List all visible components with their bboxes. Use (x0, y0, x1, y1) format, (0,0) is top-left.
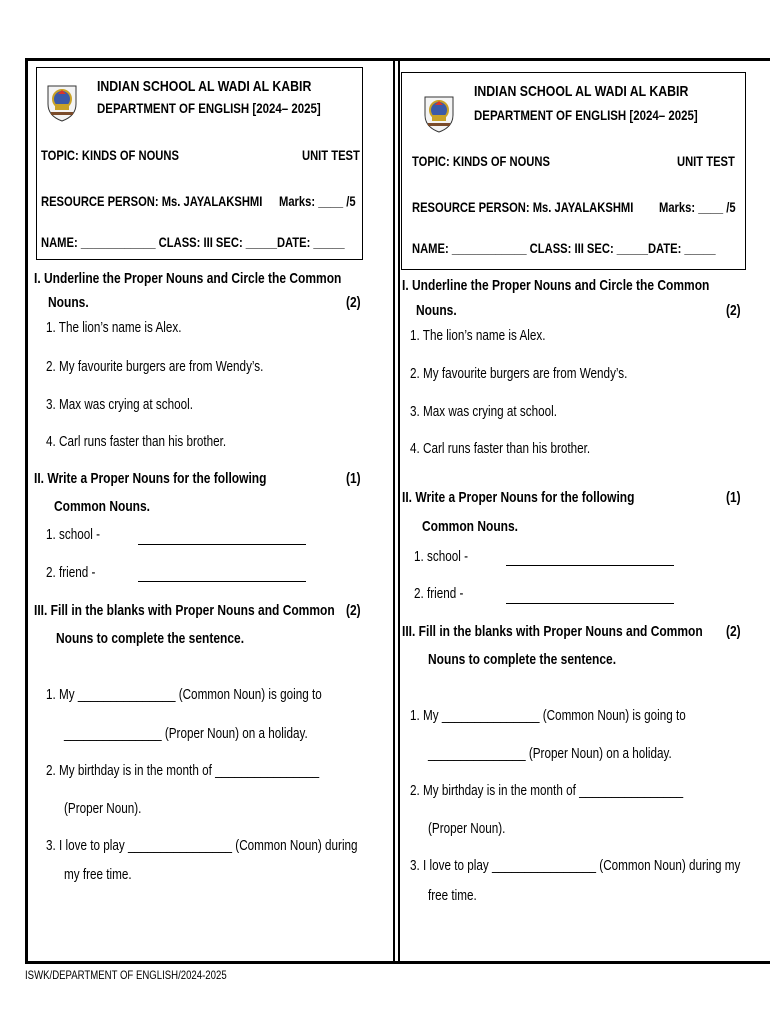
header-box (401, 72, 746, 270)
header-box (36, 67, 363, 260)
worksheet-frame (25, 58, 770, 964)
resource-person: RESOURCE PERSON: Ms. JAYALAKSHMI (412, 199, 634, 215)
section2-marks: (1) (726, 489, 741, 506)
answer-line (138, 581, 306, 582)
section1-marks: (2) (726, 302, 741, 319)
sentence-item: 1. My _______________ (Common Noun) is going to (46, 686, 322, 703)
sentence-item: (Proper Noun). (428, 820, 506, 837)
list-item: 2. My favourite burgers are from Wendy’s. (46, 358, 264, 375)
school-name: INDIAN SCHOOL AL WADI AL KABIR (474, 83, 689, 100)
section3-marks: (2) (726, 623, 741, 640)
marks: Marks: ____ /5 (659, 199, 736, 215)
department: DEPARTMENT OF ENGLISH [2024– 2025] (97, 100, 321, 116)
topic: TOPIC: KINDS OF NOUNS (412, 153, 550, 169)
sentence-item: free time. (428, 887, 477, 904)
section2-title-cont: Common Nouns. (422, 518, 518, 535)
section3-title-cont: Nouns to complete the sentence. (428, 651, 617, 668)
list-item: 2. friend - (414, 585, 464, 602)
section2-title: II. Write a Proper Nouns for the following (34, 470, 267, 487)
sentence-item: 1. My _______________ (Common Noun) is going to (410, 707, 686, 724)
section3-title: III. Fill in the blanks with Proper Nouns and Common (402, 623, 703, 640)
list-item: 1. The lion’s name is Alex. (410, 327, 546, 344)
sentence-item: 3. I love to play ________________ (Common Noun) during my (410, 857, 741, 874)
sentence-item: 2. My birthday is in the month of ________________ (46, 762, 320, 779)
marks: Marks: ____ /5 (279, 193, 356, 209)
footer-text: ISWK/DEPARTMENT OF ENGLISH/2024-2025 (25, 968, 227, 982)
answer-line (506, 565, 674, 566)
sentence-item: 2. My birthday is in the month of ________________ (410, 782, 684, 799)
list-item: 4. Carl runs faster than his brother. (410, 440, 591, 457)
list-item: 3. Max was crying at school. (410, 403, 557, 420)
list-item: 1. school - (46, 526, 100, 543)
sentence-item: _______________ (Proper Noun) on a holiday. (64, 725, 308, 742)
sentence-item: 3. I love to play ________________ (Common Noun) during (46, 837, 358, 854)
test-type: UNIT TEST (677, 153, 735, 169)
worksheet-right (400, 61, 770, 961)
list-item: 2. friend - (46, 564, 96, 581)
section1-title: I. Underline the Proper Nouns and Circle the Common (402, 277, 710, 294)
school-name: INDIAN SCHOOL AL WADI AL KABIR (97, 78, 312, 95)
column-divider (393, 61, 395, 961)
section2-title: II. Write a Proper Nouns for the following (402, 489, 635, 506)
section1-title-cont: Nouns. (48, 294, 89, 311)
list-item: 1. The lion’s name is Alex. (46, 319, 182, 336)
test-type: UNIT TEST (302, 147, 360, 163)
section3-title: III. Fill in the blanks with Proper Nouns and Common (34, 602, 335, 619)
list-item: 2. My favourite burgers are from Wendy’s. (410, 365, 628, 382)
sentence-item: my free time. (64, 866, 132, 883)
name-class-line: NAME: ____________ CLASS: III SEC: _____DATE: _____ (412, 240, 716, 256)
section1-title-cont: Nouns. (416, 302, 457, 319)
section3-title-cont: Nouns to complete the sentence. (56, 630, 245, 647)
list-item: 4. Carl runs faster than his brother. (46, 433, 227, 450)
school-crest-icon (45, 82, 79, 122)
section2-title-cont: Common Nouns. (54, 498, 150, 515)
sentence-item: _______________ (Proper Noun) on a holiday. (428, 745, 672, 762)
resource-person: RESOURCE PERSON: Ms. JAYALAKSHMI (41, 193, 263, 209)
worksheet-left (28, 61, 393, 961)
section3-marks: (2) (346, 602, 361, 619)
list-item: 1. school - (414, 548, 468, 565)
topic: TOPIC: KINDS OF NOUNS (41, 147, 179, 163)
name-class-line: NAME: ____________ CLASS: III SEC: _____DATE: _____ (41, 234, 345, 250)
department: DEPARTMENT OF ENGLISH [2024– 2025] (474, 107, 698, 123)
answer-line (138, 544, 306, 545)
section2-marks: (1) (346, 470, 361, 487)
school-crest-icon (422, 93, 456, 133)
answer-line (506, 603, 674, 604)
section1-title: I. Underline the Proper Nouns and Circle the Common (34, 270, 342, 287)
sentence-item: (Proper Noun). (64, 800, 142, 817)
list-item: 3. Max was crying at school. (46, 396, 193, 413)
section1-marks: (2) (346, 294, 361, 311)
